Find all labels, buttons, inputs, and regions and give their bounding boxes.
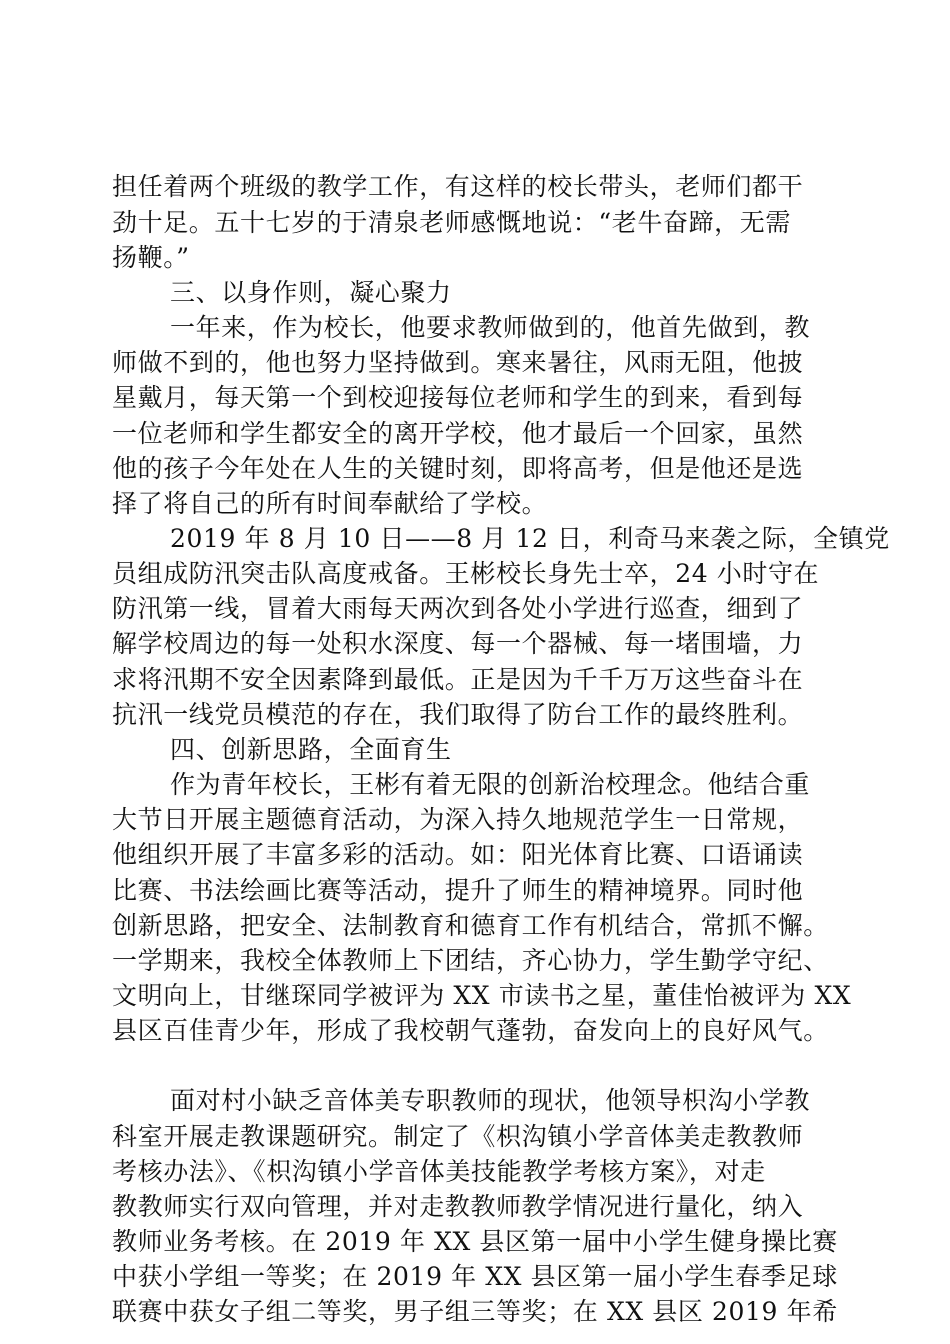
text-line: 一位老师和学生都安全的离开学校，他才最后一个回家，虽然 <box>112 419 804 448</box>
text-line: 一年来，作为校长，他要求教师做到的，他首先做到，教 <box>170 313 811 342</box>
text-line: 科室开展走教课题研究。制定了《枳沟镇小学音体美走教教师 <box>112 1122 804 1151</box>
text-line: 文明向上，甘继琛同学被评为 XX 市读书之星，董佳怡被评为 XX <box>112 981 852 1010</box>
text-line: 大节日开展主题德育活动，为深入持久地规范学生一日常规， <box>112 805 804 834</box>
text-line: 创新思路，把安全、法制教育和德育工作有机结合，常抓不懈。 <box>112 911 829 940</box>
text-line: 师做不到的，他也努力坚持做到。寒来暑往，风雨无阻，他披 <box>112 348 804 377</box>
text-line: 求将汛期不安全因素降到最低。正是因为千千万万这些奋斗在 <box>112 665 804 694</box>
text-line: 劲十足。五十七岁的于清泉老师感慨地说：“老牛奋蹄，无需 <box>112 208 791 237</box>
text-line: 作为青年校长，王彬有着无限的创新治校理念。他结合重 <box>170 770 811 799</box>
text-line: 中获小学组一等奖；在 2019 年 XX 县区第一届小学生春季足球 <box>112 1262 838 1291</box>
text-line: 解学校周边的每一处积水深度、每一个器械、每一堵围墙，力 <box>112 629 804 658</box>
text-line: 2019 年 8 月 10 日——8 月 12 日，利奇马来袭之际，全镇党 <box>170 524 890 553</box>
text-line: 教师业务考核。在 2019 年 XX 县区第一届中小学生健身操比赛 <box>112 1227 838 1256</box>
text-line: 联赛中获女子组二等奖，男子组三等奖；在 XX 县区 2019 年希 <box>112 1297 838 1326</box>
text-line: 他的孩子今年处在人生的关键时刻，即将高考，但是他还是选 <box>112 454 804 483</box>
text-line: 一学期来，我校全体教师上下团结，齐心协力，学生勤学守纪、 <box>112 946 829 975</box>
text-line: 员组成防汛突击队高度戒备。王彬校长身先士卒，24 小时守在 <box>112 559 820 588</box>
section-heading: 四、创新思路，全面育生 <box>170 735 452 764</box>
text-line: 比赛、书法绘画比赛等活动，提升了师生的精神境界。同时他 <box>112 876 804 905</box>
text-line: 防汛第一线，冒着大雨每天两次到各处小学进行巡查，细到了 <box>112 594 804 623</box>
text-line: 担任着两个班级的教学工作，有这样的校长带头，老师们都干 <box>112 172 804 201</box>
text-line: 抗汛一线党员模范的存在，我们取得了防台工作的最终胜利。 <box>112 700 804 729</box>
text-line: 面对村小缺乏音体美专职教师的现状，他领导枳沟小学教 <box>170 1086 811 1115</box>
text-line: 择了将自己的所有时间奉献给了学校。 <box>112 489 548 518</box>
text-line: 他组织开展了丰富多彩的活动。如：阳光体育比赛、口语诵读 <box>112 840 804 869</box>
text-line: 星戴月，每天第一个到校迎接每位老师和学生的到来，看到每 <box>112 383 804 412</box>
text-line: 扬鞭。” <box>112 243 190 272</box>
text-line: 考核办法》、《枳沟镇小学音体美技能教学考核方案》，对走 <box>112 1157 766 1186</box>
text-line: 教教师实行双向管理，并对走教教师教学情况进行量化，纳入 <box>112 1192 804 1221</box>
section-heading: 三、以身作则，凝心聚力 <box>170 278 452 307</box>
text-line: 县区百佳青少年，形成了我校朝气蓬勃，奋发向上的良好风气。 <box>112 1016 829 1045</box>
